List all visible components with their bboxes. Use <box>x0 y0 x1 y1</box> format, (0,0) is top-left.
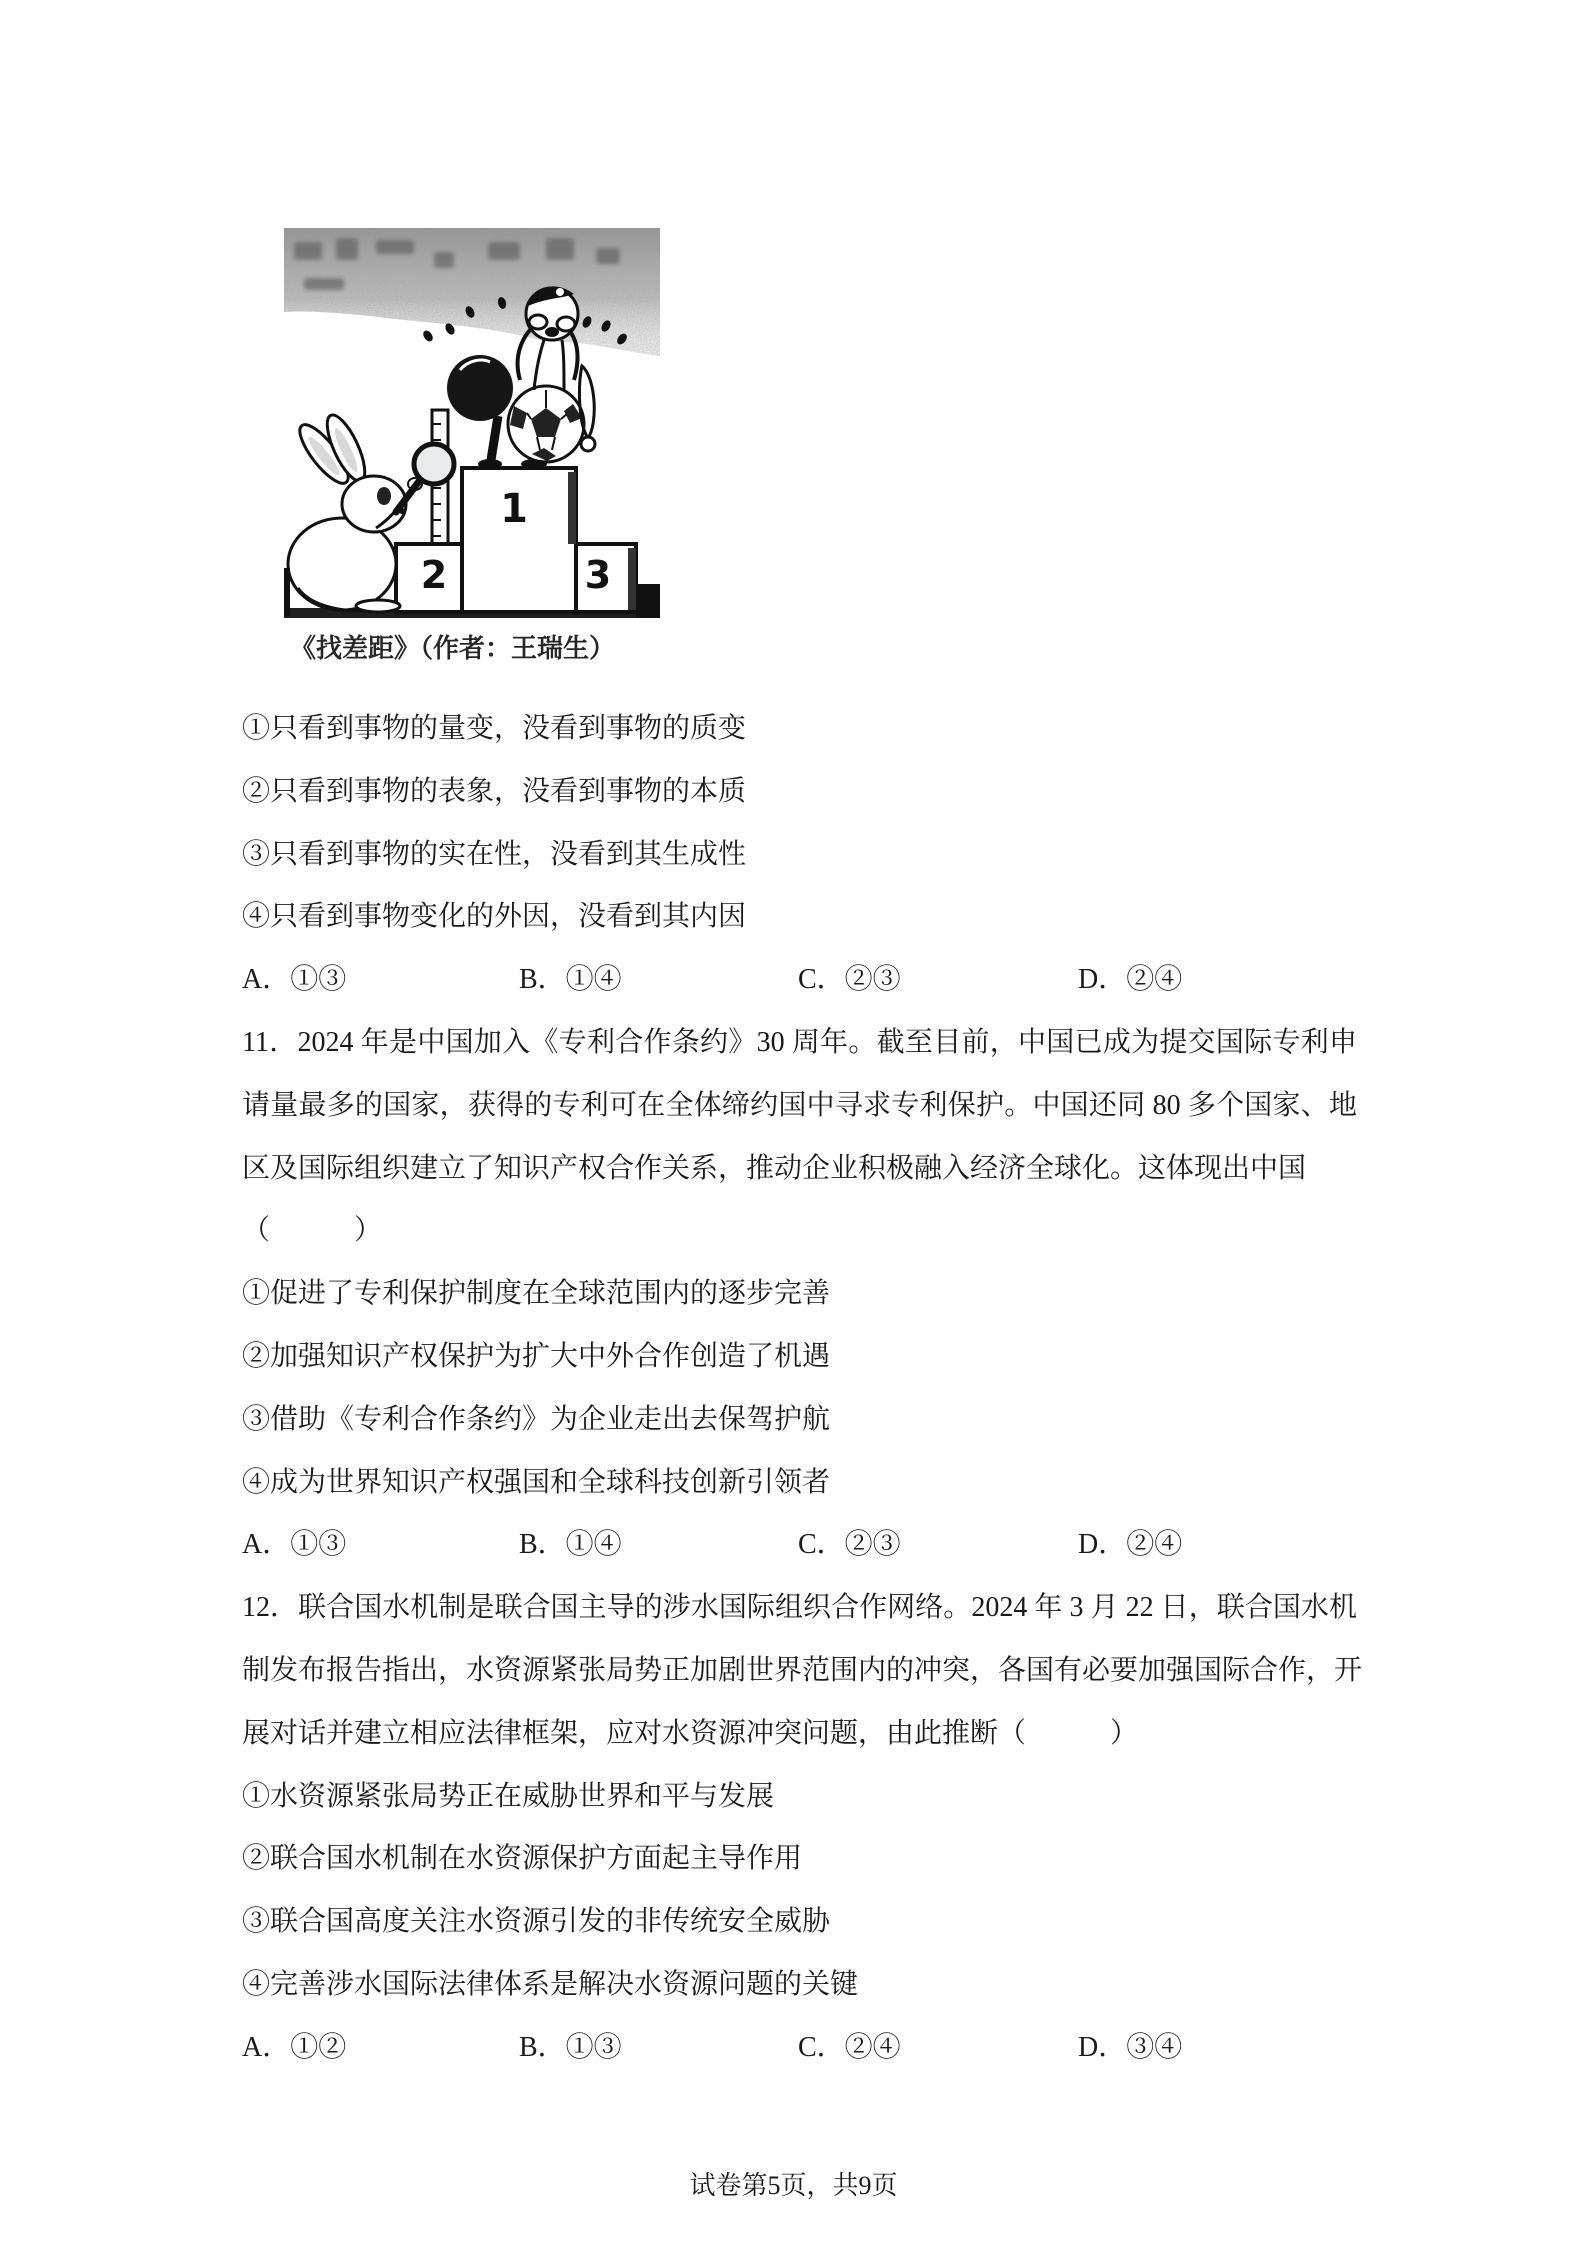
question-stem-line: 区及国际组织建立了知识产权合作关系，推动企业积极融入经济全球化。这体现出中国 <box>242 1152 1307 1184</box>
rabbit-head <box>342 476 406 532</box>
podium-shade-third <box>628 548 636 610</box>
answer-options-row <box>242 2017 1357 2080</box>
option-a: A．①③ <box>242 964 347 996</box>
stopwatch-icon <box>581 437 595 451</box>
cartoon-illustration <box>284 228 660 618</box>
statement-item: ③借助《专利合作条约》为企业走出去保驾护航 <box>242 1403 831 1435</box>
ground-shadow-right <box>636 584 660 618</box>
magnifying-glass-icon <box>414 444 454 484</box>
statement-item: ②只看到事物的表象，没看到事物的本质 <box>242 775 747 807</box>
podium-label-third: 3 <box>584 553 612 597</box>
statement-item: ④只看到事物变化的外因，没看到其内因 <box>242 901 747 933</box>
blur-mark <box>376 240 414 254</box>
stopwatch-strap <box>580 366 595 438</box>
question-10-tail <box>242 698 1357 1012</box>
question-12 <box>242 1577 1363 2079</box>
question-stem-line: 展对话并建立相应法律框架，应对水资源冲突问题，由此推断（ ） <box>242 1717 1139 1749</box>
blur-mark <box>294 242 322 260</box>
page-footer: 试卷第5页，共9页 <box>689 2171 898 2200</box>
turtle-foot <box>478 459 502 469</box>
blur-mark <box>546 238 574 260</box>
turtle-hand <box>529 315 547 329</box>
question-stem-line: 制发布报告指出，水资源紧张局势正加剧世界范围内的冲突，各国有必要加强国际合作，开 <box>242 1654 1363 1686</box>
blur-mark <box>596 248 620 264</box>
statement-item: ③只看到事物的实在性，没看到其生成性 <box>242 838 747 870</box>
turtle-neck <box>534 340 544 390</box>
statement-item: ④成为世界知识产权强国和全球科技创新引领者 <box>242 1466 831 1498</box>
tear-drop <box>421 329 434 343</box>
blur-mark <box>336 238 358 260</box>
option-b: B．①④ <box>519 964 622 996</box>
option-b: B．①④ <box>519 1529 622 1561</box>
option-d: D．②④ <box>1078 1529 1183 1561</box>
turtle-mouth <box>545 327 559 337</box>
question-content <box>242 698 1363 2080</box>
turtle-hand <box>557 317 575 331</box>
statement-item: ③联合国高度关注水资源引发的非传统安全威胁 <box>242 1906 831 1938</box>
option-d: D．③④ <box>1078 2031 1183 2063</box>
question-stem-line: 11．2024 年是中国加入《专利合作条约》30 周年。截至目前，中国已成为提交国际专利申 <box>242 1026 1357 1058</box>
rabbit-foot <box>356 600 400 612</box>
blur-mark <box>304 278 344 290</box>
question-stem-line: 请量最多的国家，获得的专利可在全体缔约国中寻求专利保护。中国还同 80 多个国家、地 <box>242 1089 1357 1121</box>
statement-item: ②加强知识产权保护为扩大中外合作创造了机遇 <box>242 1340 831 1372</box>
turtle-cap-spot <box>556 288 564 296</box>
turtle-neck <box>562 340 564 390</box>
halftone-band <box>284 228 660 356</box>
cartoon-caption: 《找差距》（作者：王瑞生） <box>290 634 616 663</box>
question-11 <box>242 1012 1357 1577</box>
podium-label-second: 2 <box>420 553 448 597</box>
podium-shade-first <box>568 472 576 544</box>
rabbit-eye <box>377 487 391 505</box>
rabbit-back-shadow <box>284 568 290 616</box>
statement-item: ②联合国水机制在水资源保护方面起主导作用 <box>242 1843 803 1875</box>
option-d: D．②④ <box>1078 964 1183 996</box>
option-c: C．②④ <box>798 2031 901 2063</box>
option-b: B．①③ <box>519 2031 622 2063</box>
option-c: C．②③ <box>798 964 901 996</box>
option-c: C．②③ <box>798 1529 901 1561</box>
podium-label-first: 1 <box>500 486 528 532</box>
statement-item: ①只看到事物的量变，没看到事物的质变 <box>242 713 747 744</box>
answer-options-row <box>242 949 1357 1012</box>
blur-mark <box>488 242 520 260</box>
option-a: A．①③ <box>242 1529 347 1561</box>
answer-blank: （ ） <box>242 1215 383 1247</box>
turtle-shell <box>447 355 513 421</box>
statement-item: ①促进了专利保护制度在全球范围内的逐步完善 <box>242 1278 831 1310</box>
statement-item: ①水资源紧张局势正在威胁世界和平与发展 <box>242 1780 775 1812</box>
option-a: A．①② <box>242 2031 347 2063</box>
cartoon-figure <box>284 228 660 618</box>
turtle-leg <box>491 416 498 460</box>
statement-item: ④完善涉水国际法律体系是解决水资源问题的关键 <box>242 1968 859 2000</box>
answer-options-row <box>242 1514 1357 1577</box>
blur-mark <box>434 252 454 268</box>
question-stem-line: 12．联合国水机制是联合国主导的涉水国际组织合作网络。2024 年 3 月 22 日，联合国水机 <box>242 1592 1357 1624</box>
